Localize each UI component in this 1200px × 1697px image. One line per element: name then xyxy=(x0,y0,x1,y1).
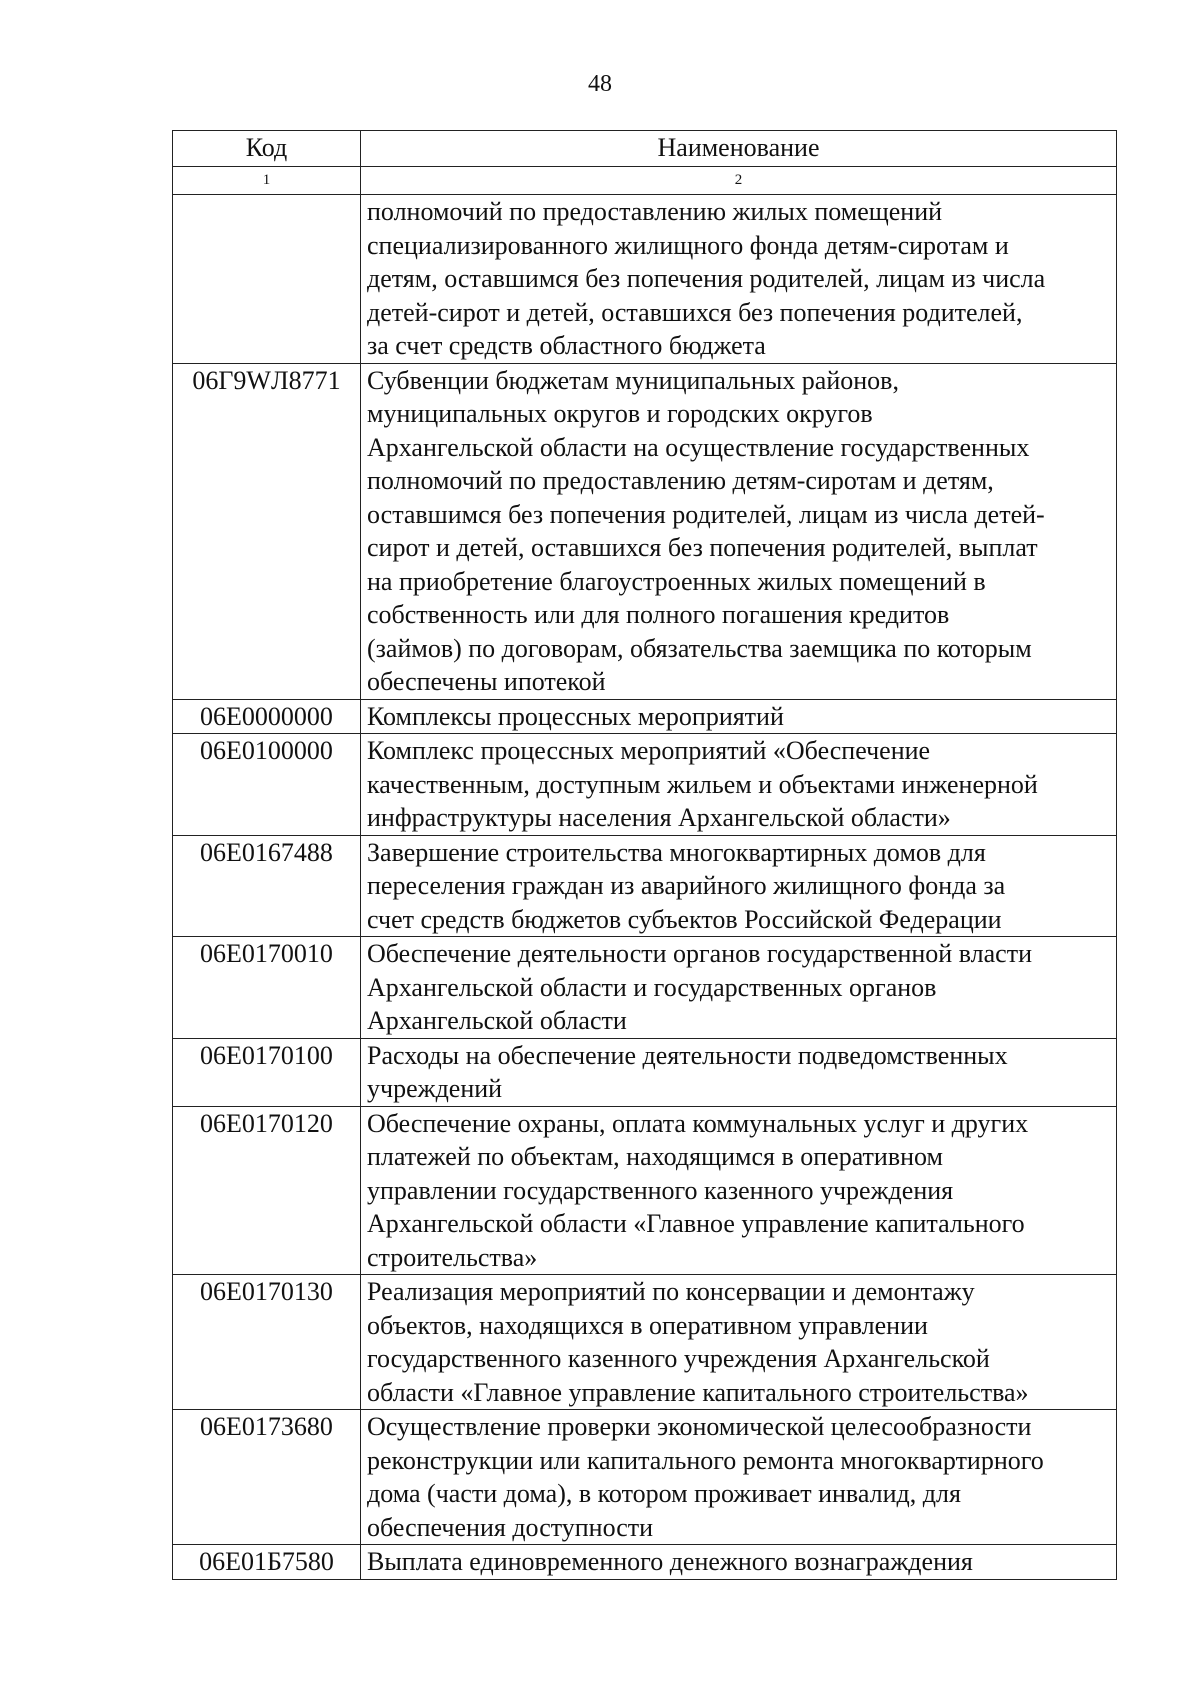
row-name-line: полномочий по предоставлению жилых помещений xyxy=(367,197,943,226)
row-name-line: инфраструктуры населения Архангельской области» xyxy=(367,803,951,832)
row-name-line: Осуществление проверки экономической целесообразности xyxy=(367,1412,1032,1441)
row-code: 06Е0170130 xyxy=(173,1275,361,1410)
row-name-line: счет средств бюджетов субъектов Российской Федерации xyxy=(367,904,1002,934)
row-name xyxy=(361,1038,1117,1106)
table-row xyxy=(173,734,1117,836)
row-name-line: муниципальных округов и городских округов xyxy=(367,399,873,428)
table-row xyxy=(173,1275,1117,1410)
row-name-line: дома (части дома), в котором проживает инвалид, для xyxy=(367,1479,961,1508)
table-row xyxy=(173,1106,1117,1275)
row-name-line: Архангельской области «Главное управление капитального xyxy=(367,1209,1025,1238)
page-number: 48 xyxy=(588,71,612,97)
table-row xyxy=(173,1545,1117,1580)
row-name-line: оставшимся без попечения родителей, лицам из числа детей- xyxy=(367,499,1045,529)
row-name-line: Завершение строительства многоквартирных домов для xyxy=(367,837,986,867)
row-name xyxy=(361,1106,1117,1275)
row-name-line: Расходы на обеспечение деятельности подведомственных xyxy=(367,1040,1008,1070)
table-row xyxy=(173,1038,1117,1106)
row-name-line: сирот и детей, оставшихся без попечения родителей, выплат xyxy=(367,533,1038,562)
row-code: 06Г9WЛ8771 xyxy=(173,363,361,699)
row-name-line: Архангельской области xyxy=(367,1006,627,1035)
row-name xyxy=(361,363,1117,699)
row-name-line: платежей по объектам, находящимся в оперативном xyxy=(367,1142,943,1171)
table-row xyxy=(173,699,1117,734)
row-name-line: переселения граждан из аварийного жилищного фонда за xyxy=(367,871,1006,900)
row-code: 06Е0173680 xyxy=(173,1410,361,1545)
row-name-line: на приобретение благоустроенных жилых помещений в xyxy=(367,566,986,596)
row-name xyxy=(361,734,1117,836)
row-code xyxy=(173,195,361,364)
row-code: 06Е0170100 xyxy=(173,1038,361,1106)
row-name-line: (займов) по договорам, обязательства заемщика по которым xyxy=(367,633,1032,663)
row-name-line: специализированного жилищного фонда детям-сиротам и xyxy=(367,230,1009,260)
row-name-line: государственного казенного учреждения Архангельской xyxy=(367,1344,990,1373)
row-name-line: обеспечены ипотекой xyxy=(367,667,606,696)
row-name xyxy=(361,1410,1117,1545)
row-name-line: собственность или для полного погашения кредитов xyxy=(367,600,950,629)
table-row xyxy=(173,835,1117,937)
row-name-line: объектов, находящихся в оперативном управлении xyxy=(367,1310,928,1340)
table-row xyxy=(173,363,1117,699)
header-name: Наименование xyxy=(361,131,1117,167)
row-name xyxy=(361,937,1117,1039)
column-number-1: 1 xyxy=(173,167,361,195)
row-name-line: обеспечения доступности xyxy=(367,1512,654,1542)
row-code: 06Е0100000 xyxy=(173,734,361,836)
row-name-line: учреждений xyxy=(367,1074,503,1103)
row-name-line: Архангельской области на осуществление государственных xyxy=(367,432,1030,462)
table-row xyxy=(173,195,1117,364)
row-name-line: управлении государственного казенного учреждения xyxy=(367,1175,954,1205)
row-name-line: реконструкции или капитального ремонта многоквартирного xyxy=(367,1445,1044,1475)
row-name xyxy=(361,1275,1117,1410)
table-header-row xyxy=(173,131,1117,167)
row-name-line: Субвенции бюджетам муниципальных районов, xyxy=(367,365,899,395)
row-code: 06Е0000000 xyxy=(173,699,361,734)
row-name-line: за счет средств областного бюджета xyxy=(367,331,766,360)
row-name-line: Обеспечение деятельности органов государственной власти xyxy=(367,939,1032,968)
column-number-row xyxy=(173,167,1117,195)
row-code: 06Е0170010 xyxy=(173,937,361,1039)
table-row xyxy=(173,937,1117,1039)
row-name xyxy=(361,195,1117,364)
row-name-line: Реализация мероприятий по консервации и демонтажу xyxy=(367,1277,975,1306)
table-row xyxy=(173,1410,1117,1545)
row-name-line: Комплекс процессных мероприятий «Обеспечение xyxy=(367,736,931,765)
row-name-line: Архангельской области и государственных органов xyxy=(367,972,937,1002)
row-name-line: строительства» xyxy=(367,1242,538,1272)
header-code: Код xyxy=(173,131,361,167)
row-code: 06Е01Б7580 xyxy=(173,1545,361,1580)
column-number-2: 2 xyxy=(361,167,1117,195)
row-name-line: Выплата единовременного денежного вознаграждения xyxy=(367,1547,973,1576)
row-code: 06Е0170120 xyxy=(173,1106,361,1275)
row-name xyxy=(361,1545,1117,1580)
row-name-line: области «Главное управление капитального строительства» xyxy=(367,1377,1029,1407)
row-name-line: качественным, доступным жильем и объектами инженерной xyxy=(367,769,1038,799)
classification-table xyxy=(172,130,1117,1580)
row-name xyxy=(361,699,1117,734)
row-code: 06Е0167488 xyxy=(173,835,361,937)
row-name-line: детей-сирот и детей, оставшихся без попечения родителей, xyxy=(367,297,1023,327)
row-name-line: полномочий по предоставлению детям-сиротам и детям, xyxy=(367,466,994,495)
row-name-line: Комплексы процессных мероприятий xyxy=(367,701,784,731)
row-name-line: Обеспечение охраны, оплата коммунальных услуг и других xyxy=(367,1108,1029,1138)
row-name xyxy=(361,835,1117,937)
row-name-line: детям, оставшимся без попечения родителей, лицам из числа xyxy=(367,264,1046,293)
